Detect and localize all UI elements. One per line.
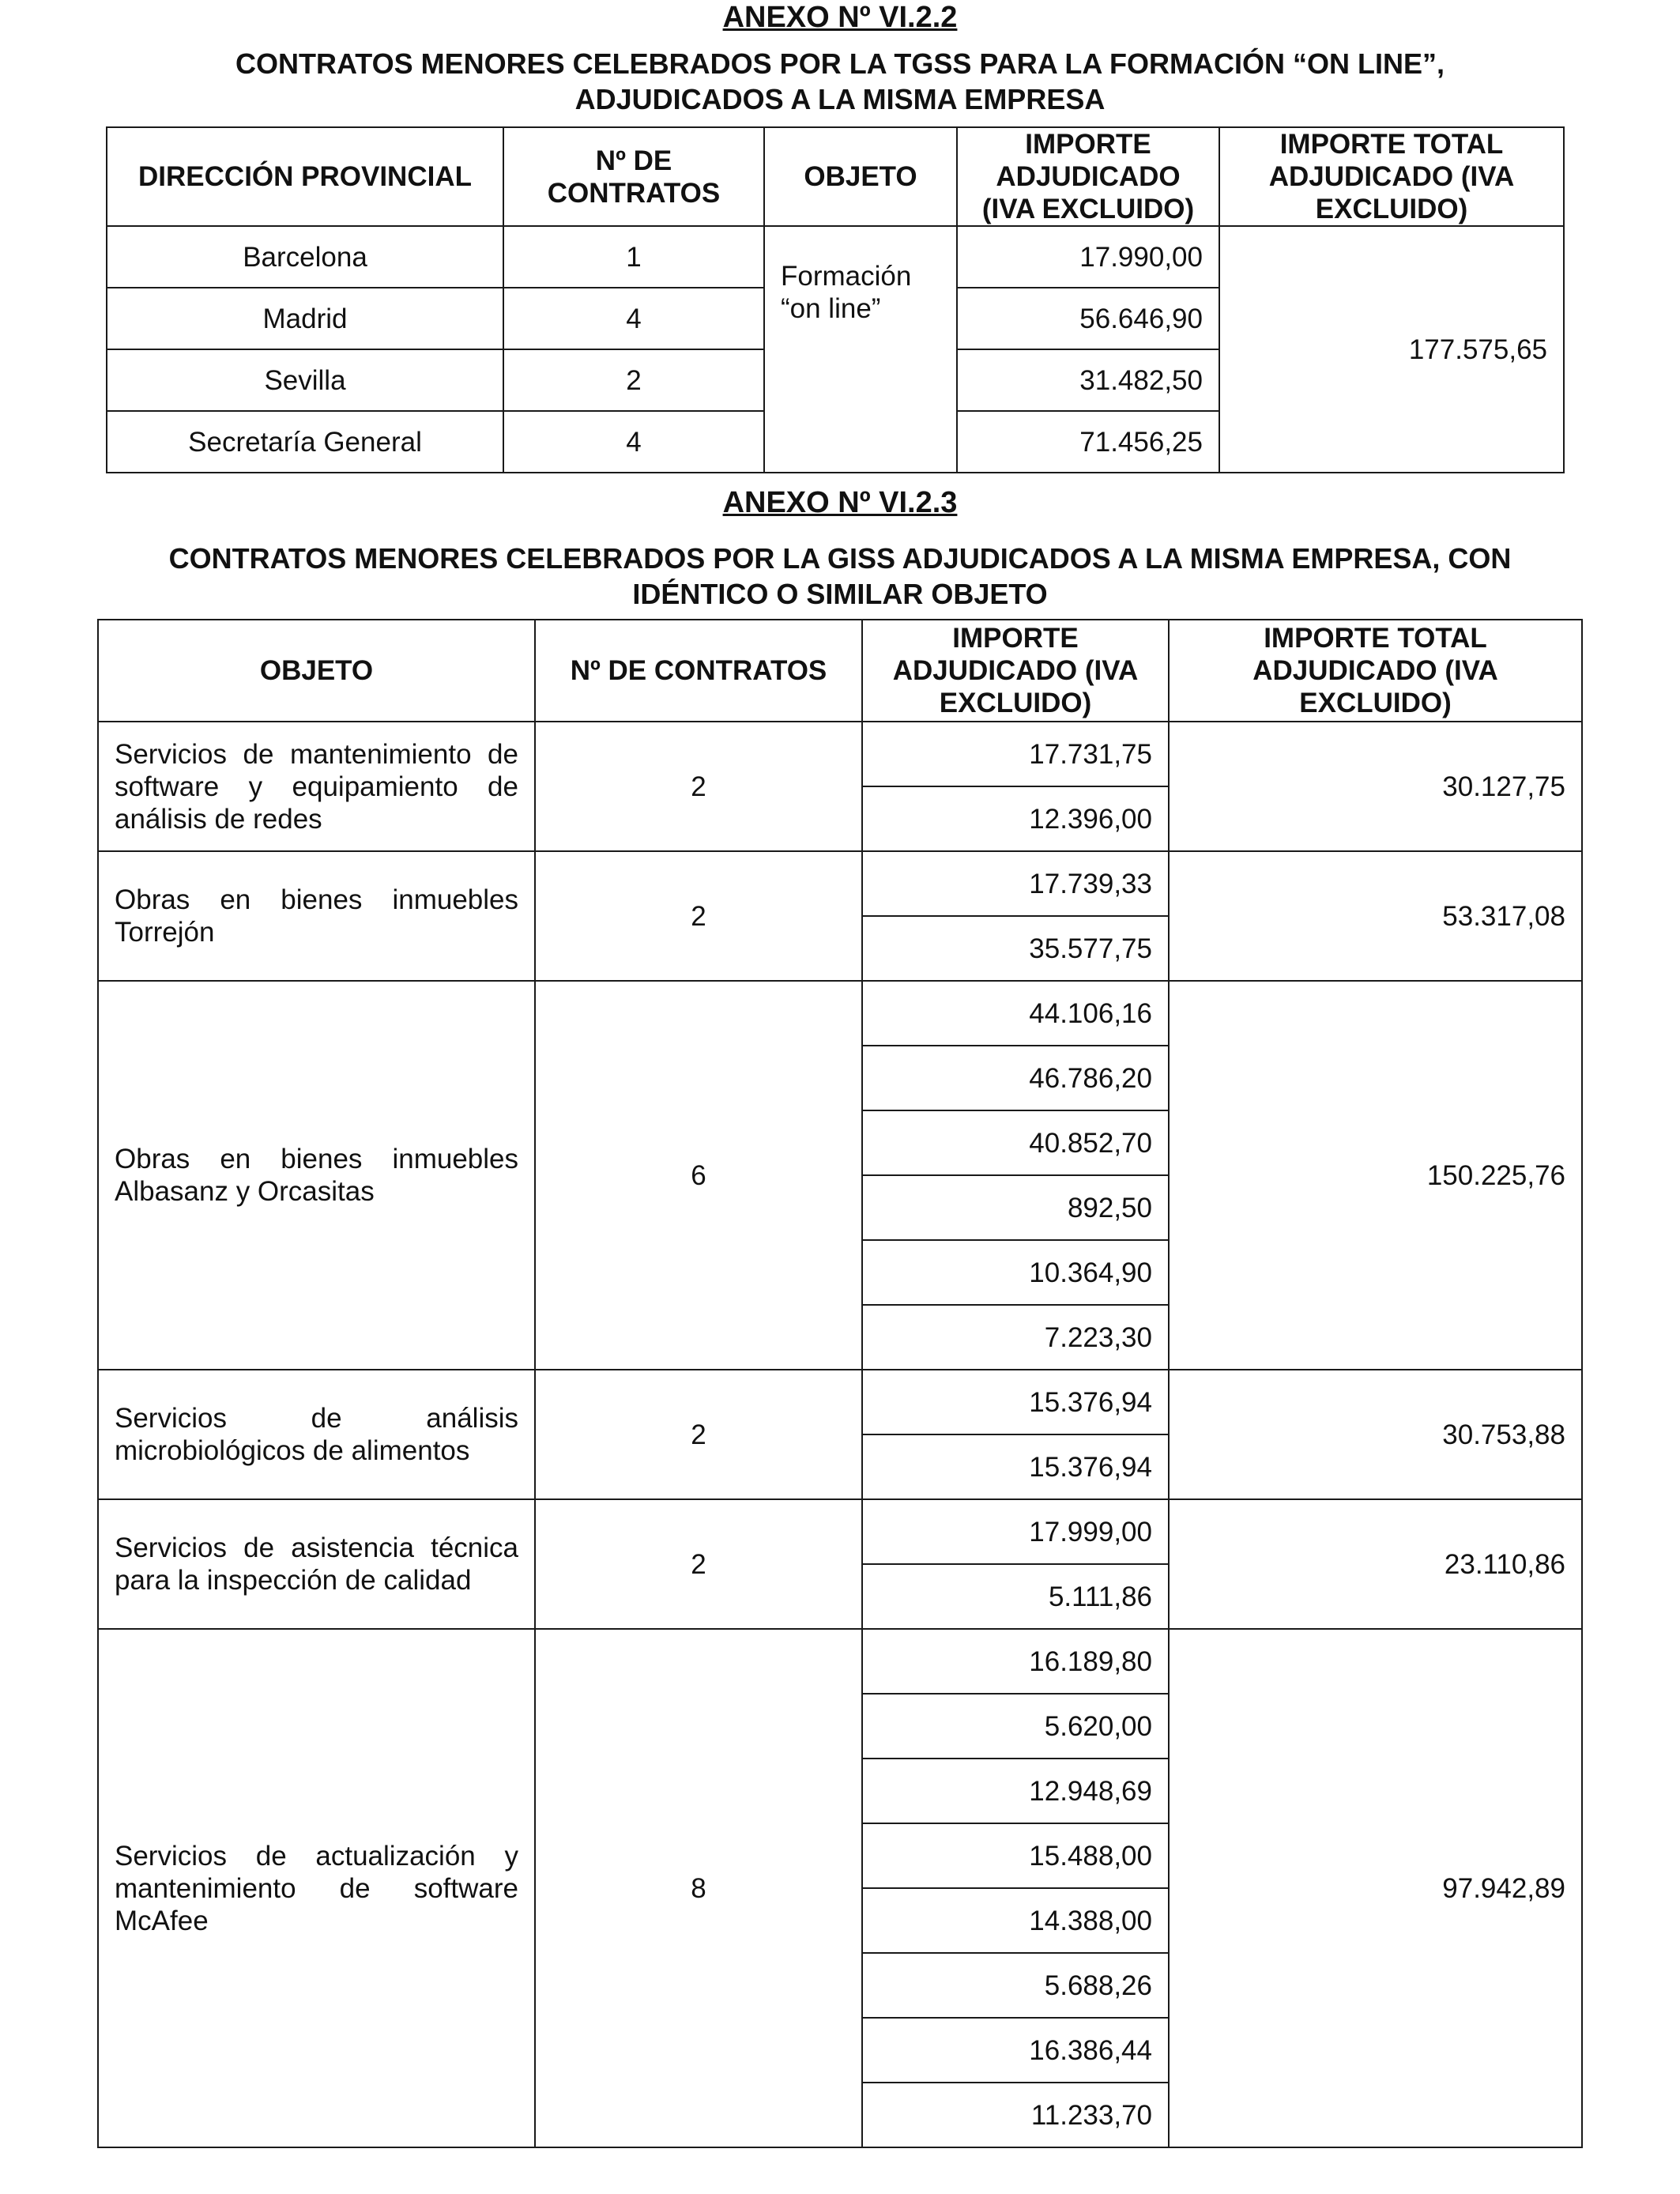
column-header: IMPORTE TOTAL ADJUDICADO (IVA EXCLUIDO): [1219, 127, 1564, 226]
province-cell: Madrid: [107, 288, 503, 349]
title-line: IDÉNTICO O SIMILAR OBJETO: [632, 578, 1048, 610]
column-header: Nº DE CONTRATOS: [535, 620, 862, 722]
count-cell: 2: [535, 1370, 862, 1499]
count-cell: 6: [535, 981, 862, 1370]
amount-cell: 12.948,69: [862, 1759, 1169, 1823]
amount-cell: 46.786,20: [862, 1046, 1169, 1110]
total-cell: 30.753,88: [1169, 1370, 1582, 1499]
amount-cell: 15.488,00: [862, 1823, 1169, 1888]
table-row: [107, 226, 1564, 288]
amount-cell: 15.376,94: [862, 1434, 1169, 1499]
object-cell: Servicios de mantenimiento de software y equipamiento de análisis de redes: [98, 722, 535, 851]
column-header: IMPORTE TOTAL ADJUDICADO (IVA EXCLUIDO): [1169, 620, 1582, 722]
object-cell: Obras en bienes inmuebles Albasanz y Orcasitas: [98, 981, 535, 1370]
amount-cell: 16.386,44: [862, 2018, 1169, 2083]
amount-cell: 11.233,70: [862, 2083, 1169, 2147]
amount-cell: 31.482,50: [957, 349, 1219, 411]
column-header: OBJETO: [98, 620, 535, 722]
table-row: [98, 981, 1582, 1046]
table-row: [98, 722, 1582, 786]
object-cell: Obras en bienes inmuebles Torrejón: [98, 851, 535, 981]
column-header: Nº DE CONTRATOS: [503, 127, 764, 226]
object-cell: Servicios de actualización y mantenimiento de software McAfee: [98, 1629, 535, 2147]
amount-cell: 17.990,00: [957, 226, 1219, 288]
total-cell: 23.110,86: [1169, 1499, 1582, 1629]
column-header: IMPORTE ADJUDICADO (IVA EXCLUIDO): [862, 620, 1169, 722]
total-cell: 30.127,75: [1169, 722, 1582, 851]
amount-cell: 5.620,00: [862, 1694, 1169, 1759]
title-line: CONTRATOS MENORES CELEBRADOS POR LA TGSS PARA LA FORMACIÓN “ON LINE”,: [235, 47, 1445, 80]
province-cell: Barcelona: [107, 226, 503, 288]
amount-cell: 5.111,86: [862, 1564, 1169, 1629]
amount-cell: 7.223,30: [862, 1305, 1169, 1370]
amount-cell: 35.577,75: [862, 916, 1169, 981]
total-cell: 53.317,08: [1169, 851, 1582, 981]
count-cell: 1: [503, 226, 764, 288]
table-header-row: [98, 620, 1582, 722]
amount-cell: 56.646,90: [957, 288, 1219, 349]
amount-cell: 14.388,00: [862, 1888, 1169, 1953]
object-cell: Formación “on line”: [764, 226, 957, 473]
object-cell: Servicios de análisis microbiológicos de alimentos: [98, 1370, 535, 1499]
title-line: ADJUDICADOS A LA MISMA EMPRESA: [574, 83, 1106, 115]
table-row: [98, 1370, 1582, 1434]
amount-cell: 10.364,90: [862, 1240, 1169, 1305]
table-header-row: [107, 127, 1564, 226]
column-header: DIRECCIÓN PROVINCIAL: [107, 127, 503, 226]
count-cell: 2: [535, 851, 862, 981]
column-header: IMPORTE ADJUDICADO (IVA EXCLUIDO): [957, 127, 1219, 226]
amount-cell: 892,50: [862, 1175, 1169, 1240]
object-cell: Servicios de asistencia técnica para la inspección de calidad: [98, 1499, 535, 1629]
count-cell: 2: [535, 1499, 862, 1629]
total-cell: 97.942,89: [1169, 1629, 1582, 2147]
count-cell: 8: [535, 1629, 862, 2147]
amount-cell: 15.376,94: [862, 1370, 1169, 1434]
annex-title-vi-2-3: [0, 541, 1680, 612]
title-line: CONTRATOS MENORES CELEBRADOS POR LA GISS ADJUDICADOS A LA MISMA EMPRESA, CON: [168, 542, 1512, 575]
amount-cell: 44.106,16: [862, 981, 1169, 1046]
table-row: [98, 1629, 1582, 1694]
amount-cell: 71.456,25: [957, 411, 1219, 473]
table-row: [98, 1499, 1582, 1564]
count-cell: 2: [535, 722, 862, 851]
count-cell: 4: [503, 411, 764, 473]
column-header: OBJETO: [764, 127, 957, 226]
annex-heading-vi-2-3: ANEXO Nº VI.2.3: [722, 486, 958, 519]
amount-cell: 17.731,75: [862, 722, 1169, 786]
amount-cell: 17.999,00: [862, 1499, 1169, 1564]
province-cell: Sevilla: [107, 349, 503, 411]
amount-cell: 5.688,26: [862, 1953, 1169, 2018]
annex-heading-vi-2-2: ANEXO Nº VI.2.2: [722, 1, 958, 34]
table-row: [98, 851, 1582, 916]
count-cell: 4: [503, 288, 764, 349]
table-body: [98, 722, 1582, 2147]
amount-cell: 17.739,33: [862, 851, 1169, 916]
amount-cell: 40.852,70: [862, 1110, 1169, 1175]
annex-title-vi-2-2: [0, 46, 1680, 117]
count-cell: 2: [503, 349, 764, 411]
amount-cell: 12.396,00: [862, 786, 1169, 851]
giss-contracts-table: [97, 619, 1583, 2148]
amount-cell: 16.189,80: [862, 1629, 1169, 1694]
total-cell: 150.225,76: [1169, 981, 1582, 1370]
province-cell: Secretaría General: [107, 411, 503, 473]
total-cell: 177.575,65: [1219, 226, 1564, 473]
tgss-contracts-table: [106, 126, 1565, 473]
